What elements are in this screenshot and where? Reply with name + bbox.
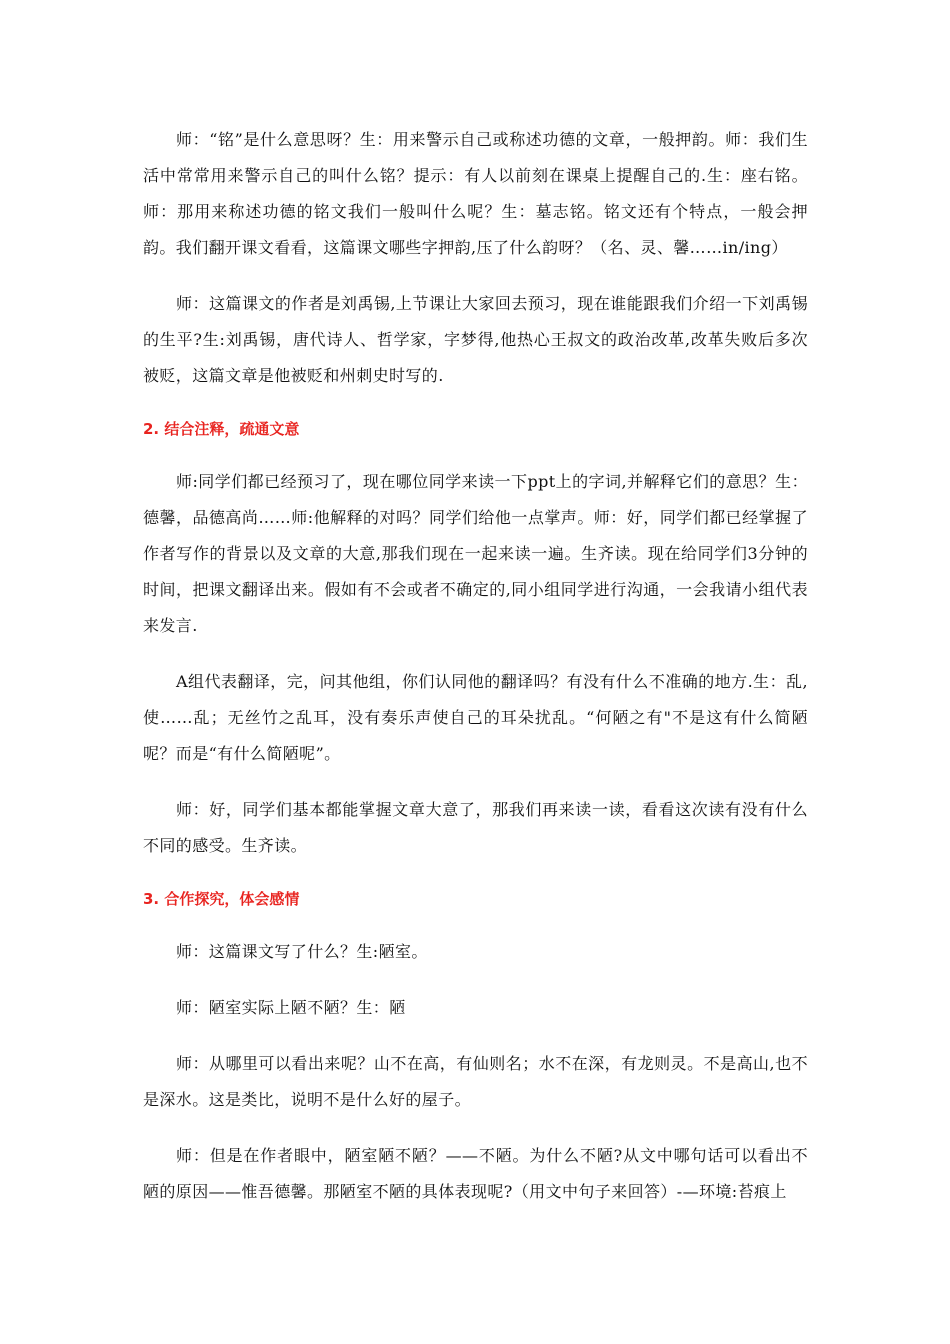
paragraph-read-again: 师：好，同学们基本都能掌握文章大意了，那我们再来读一读，看看这次读有没有什么不同的感受。生齐读。 <box>143 800 808 855</box>
paragraph-ming-meaning: 师：“铭”是什么意思呀？生：用来警示自己或称述功德的文章，一般押韵。师：我们生活中常常用来警示自己的叫什么铭？提示：有人以前刻在课桌上提醒自己的.生：座右铭。师：那用来称述功德的铭文我们一般叫什么呢？生：墓志铭。铭文还有个特点，一般会押韵。我们翻开课文看看，这篇课文哪些字押韵,压了什么韵呀？（名、灵、馨……in/ing） <box>143 130 808 257</box>
paragraph-group-translation: A组代表翻译，完，问其他组，你们认同他的翻译吗？有没有什么不准确的地方.生：乱,使……乱；无丝竹之乱耳，没有奏乐声使自己的耳朵扰乱。“何陋之有"不是这有什么简陋呢？而是“有什么简陋呢”。 <box>143 672 808 763</box>
section-heading-3: 3. 合作探究，体会感情 <box>143 890 300 908</box>
paragraph-not-humble: 师：但是在作者眼中，陋室陋不陋？——不陋。为什么不陋?从文中哪句话可以看出不陋的原因——惟吾德馨。那陋室不陋的具体表现呢?（用文中句子来回答）-—环境:苔痕上 <box>143 1146 808 1201</box>
paragraph-is-it-humble: 师：陋室实际上陋不陋？生：陋 <box>176 998 406 1017</box>
paragraph-what-written: 师：这篇课文写了什么？生:陋室。 <box>176 942 428 961</box>
section-heading-2: 2. 结合注释，疏通文意 <box>143 420 300 438</box>
paragraph-author-intro: 师：这篇课文的作者是刘禹锡,上节课让大家回去预习，现在谁能跟我们介绍一下刘禹锡的生平?生:刘禹锡，唐代诗人、哲学家，字梦得,他热心王叔文的政治改革,改革失败后多次被贬，这篇文章是他被贬和州刺史时写的. <box>143 294 808 385</box>
document-body <box>143 122 808 1230</box>
paragraph-analogy: 师：从哪里可以看出来呢？山不在高，有仙则名；水不在深，有龙则灵。不是高山,也不是深水。这是类比，说明不是什么好的屋子。 <box>143 1054 808 1109</box>
paragraph-preview-words: 师:同学们都已经预习了，现在哪位同学来读一下ppt上的字词,并解释它们的意思？生：德馨，品德高尚……师:他解释的对吗？同学们给他一点掌声。师：好，同学们都已经掌握了作者写作的背景以及文章的大意,那我们现在一起来读一遍。生齐读。现在给同学们3分钟的时间，把课文翻译出来。假如有不会或者不确定的,同小组同学进行沟通，一会我请小组代表来发言. <box>143 472 808 635</box>
